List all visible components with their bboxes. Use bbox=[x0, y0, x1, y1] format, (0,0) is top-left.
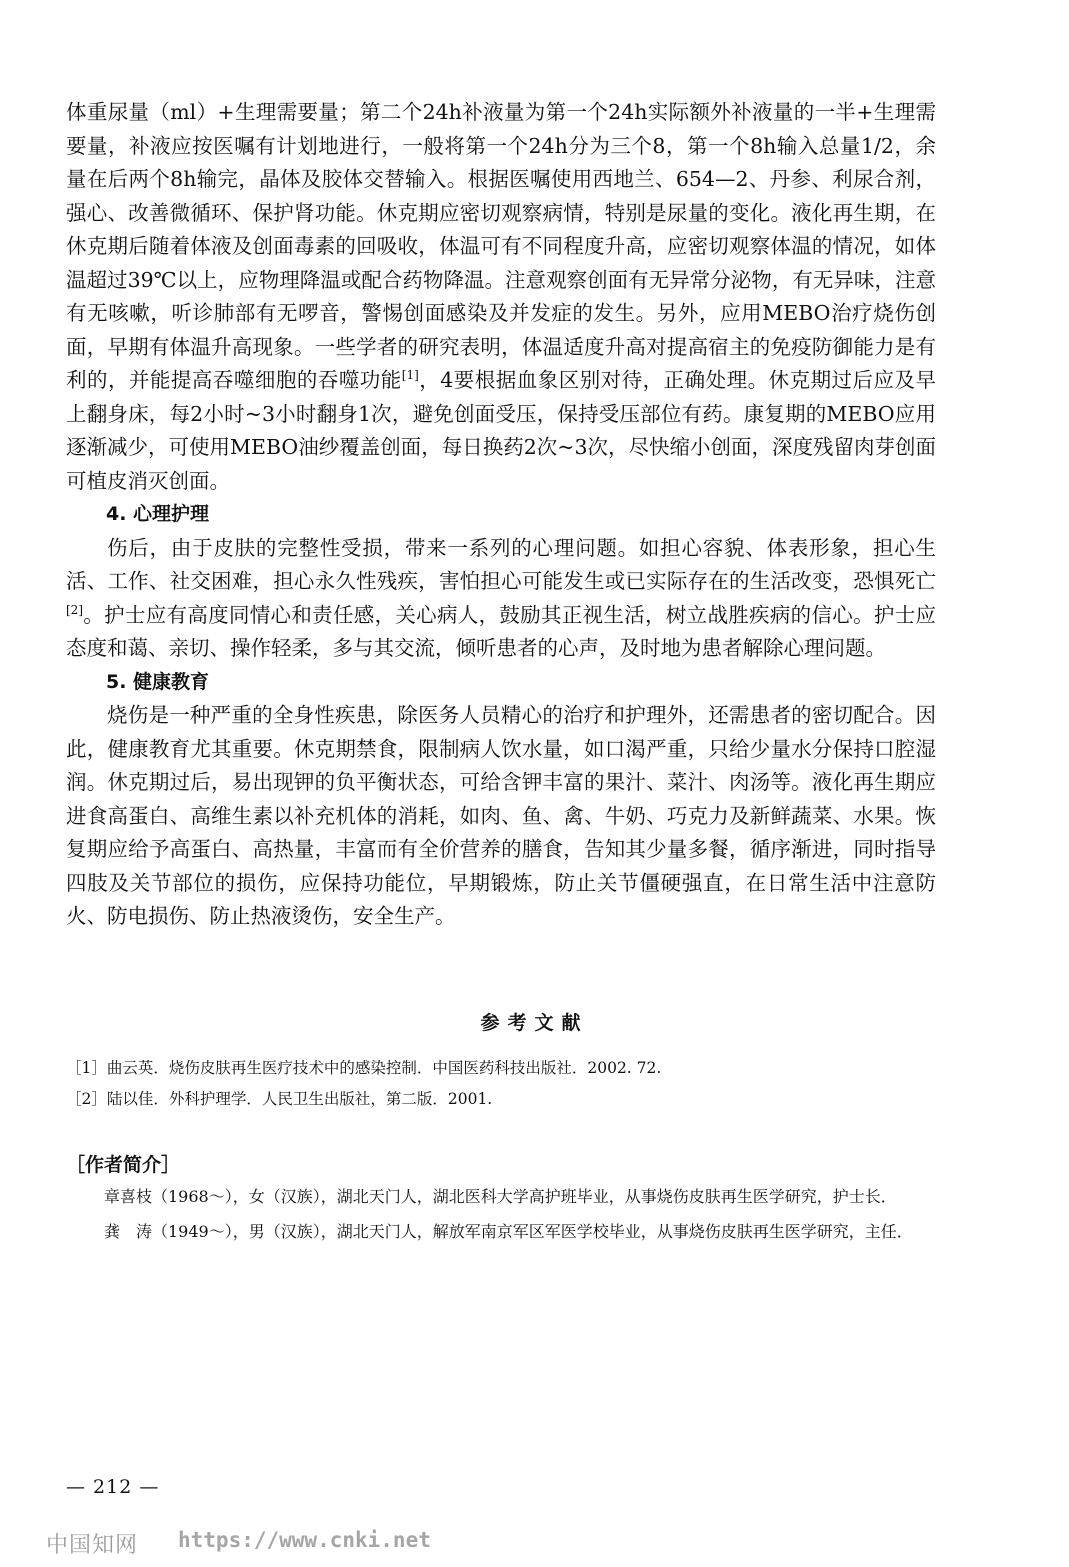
paragraph-text: 体重尿量（ml）+生理需要量；第二个24h补液量为第一个24h实际额外补液量的一半+生理需要量，补液应按医嘱有计划地进行，一般将第一个24h分为三个8，第一个8h输入总量1/2，余量在后两个8h输完，晶体及胶体交替输入。根据医嘱使用西地兰、654—2、丹参、利尿合剂，强心、改善微循环、保护肾功能。休克期应密切观察病情，特别是尿量的变化。液化再生期，在休克期后随着体液及创面毒素的回吸收，体温可有不同程度升高，应密切观察体温的情况，如体温超过39℃以上，应物理降温或配合药物降温。注意观察创面有无异常分泌物，有无异味，注意有无咳嗽，听诊肺部有无啰音，警惕创面感染及并发症的发生。另外，应用MEBO治疗烧伤创面，早期有体温升高现象。一些学者的研究表明，体温适度升高对提高宿主的免疫防御能力是有利的，并能提高吞噬细胞的吞噬功能 bbox=[66, 100, 936, 392]
citation-marker: [2] bbox=[66, 602, 83, 617]
references-title: 参考文献 bbox=[480, 1012, 589, 1034]
paragraph-text: 伤后，由于皮肤的完整性受损，带来一系列的心理问题。如担心容貌、体表形象，担心生活、工作、社交困难，担心永久性残疾，害怕担心可能发生或已实际存在的生活改变，恐惧死亡 bbox=[66, 535, 936, 593]
author-intro-heading: ［作者简介］ bbox=[66, 1154, 181, 1176]
author-intro-list bbox=[104, 1182, 938, 1252]
watermark-brand: 中国知网 bbox=[46, 1533, 139, 1558]
paragraph-psychological-care bbox=[66, 532, 936, 666]
references-list bbox=[66, 1053, 946, 1115]
main-text bbox=[66, 96, 936, 934]
page-number: — 212 — bbox=[66, 1476, 160, 1498]
author-entry: 龚 涛（1949～），男（汉族），湖北天门人，解放军南京军区军医学校毕业，从事烧伤皮肤再生医学研究，主任． bbox=[104, 1222, 913, 1241]
paragraph-text-continued: ，4要根据血象区别对待，正确处理。休克期过后应及早上翻身床，每2小时~3小时翻身1次，避免创面受压，保持受压部位有药。康复期的MEBO应用逐渐减少，可使用MEBO油纱覆盖创面，每日换药2次~3次，尽快缩小创面，深度残留肉芽创面可植皮消灭创面。 bbox=[66, 368, 937, 493]
paragraph-text-continued: 。护士应有高度同情心和责任感，关心病人，鼓励其正视生活，树立战胜疾病的信心。护士应态度和蔼、亲切、操作轻柔，多与其交流，倾听患者的心声，及时地为患者解除心理问题。 bbox=[66, 602, 936, 660]
paragraph-health-education: 烧伤是一种严重的全身性疾患，除医务人员精心的治疗和护理外，还需患者的密切配合。因此，健康教育尤其重要。休克期禁食，限制病人饮水量，如口渴严重，只给少量水分保持口腔湿润。休克期过后，易出现钾的负平衡状态，可给含钾丰富的果汁、菜汁、肉汤等。液化再生期应进食高蛋白、高维生素以补充机体的消耗，如肉、鱼、禽、牛奶、巧克力及新鲜蔬菜、水果。恢复期应给予高蛋白、高热量，丰富而有全价营养的膳食，告知其少量多餐，循序渐进，同时指导四肢及关节部位的损伤，应保持功能位，早期锻炼，防止关节僵硬强直，在日常生活中注意防火、防电损伤、防止热液烫伤，安全生产。 bbox=[66, 703, 936, 928]
reference-item: ［1］曲云英．烧伤皮肤再生医疗技术中的感染控制．中国医药科技出版社．2002. 72. bbox=[66, 1059, 662, 1077]
citation-marker: [1] bbox=[401, 368, 419, 383]
author-entry: 章喜枝（1968～），女（汉族），湖北天门人，湖北医科大学高护班毕业，从事烧伤皮肤再生医学研究，护士长． bbox=[104, 1187, 897, 1206]
watermark-url: https://www.cnki.net bbox=[178, 1528, 431, 1552]
section-heading-psychological-care: 4. 心理护理 bbox=[106, 503, 210, 525]
reference-item: ［2］陆以佳．外科护理学．人民卫生出版社，第二版．2001. bbox=[66, 1090, 493, 1108]
paragraph-fluid-management bbox=[66, 96, 936, 498]
section-heading-health-education: 5. 健康教育 bbox=[106, 670, 210, 693]
